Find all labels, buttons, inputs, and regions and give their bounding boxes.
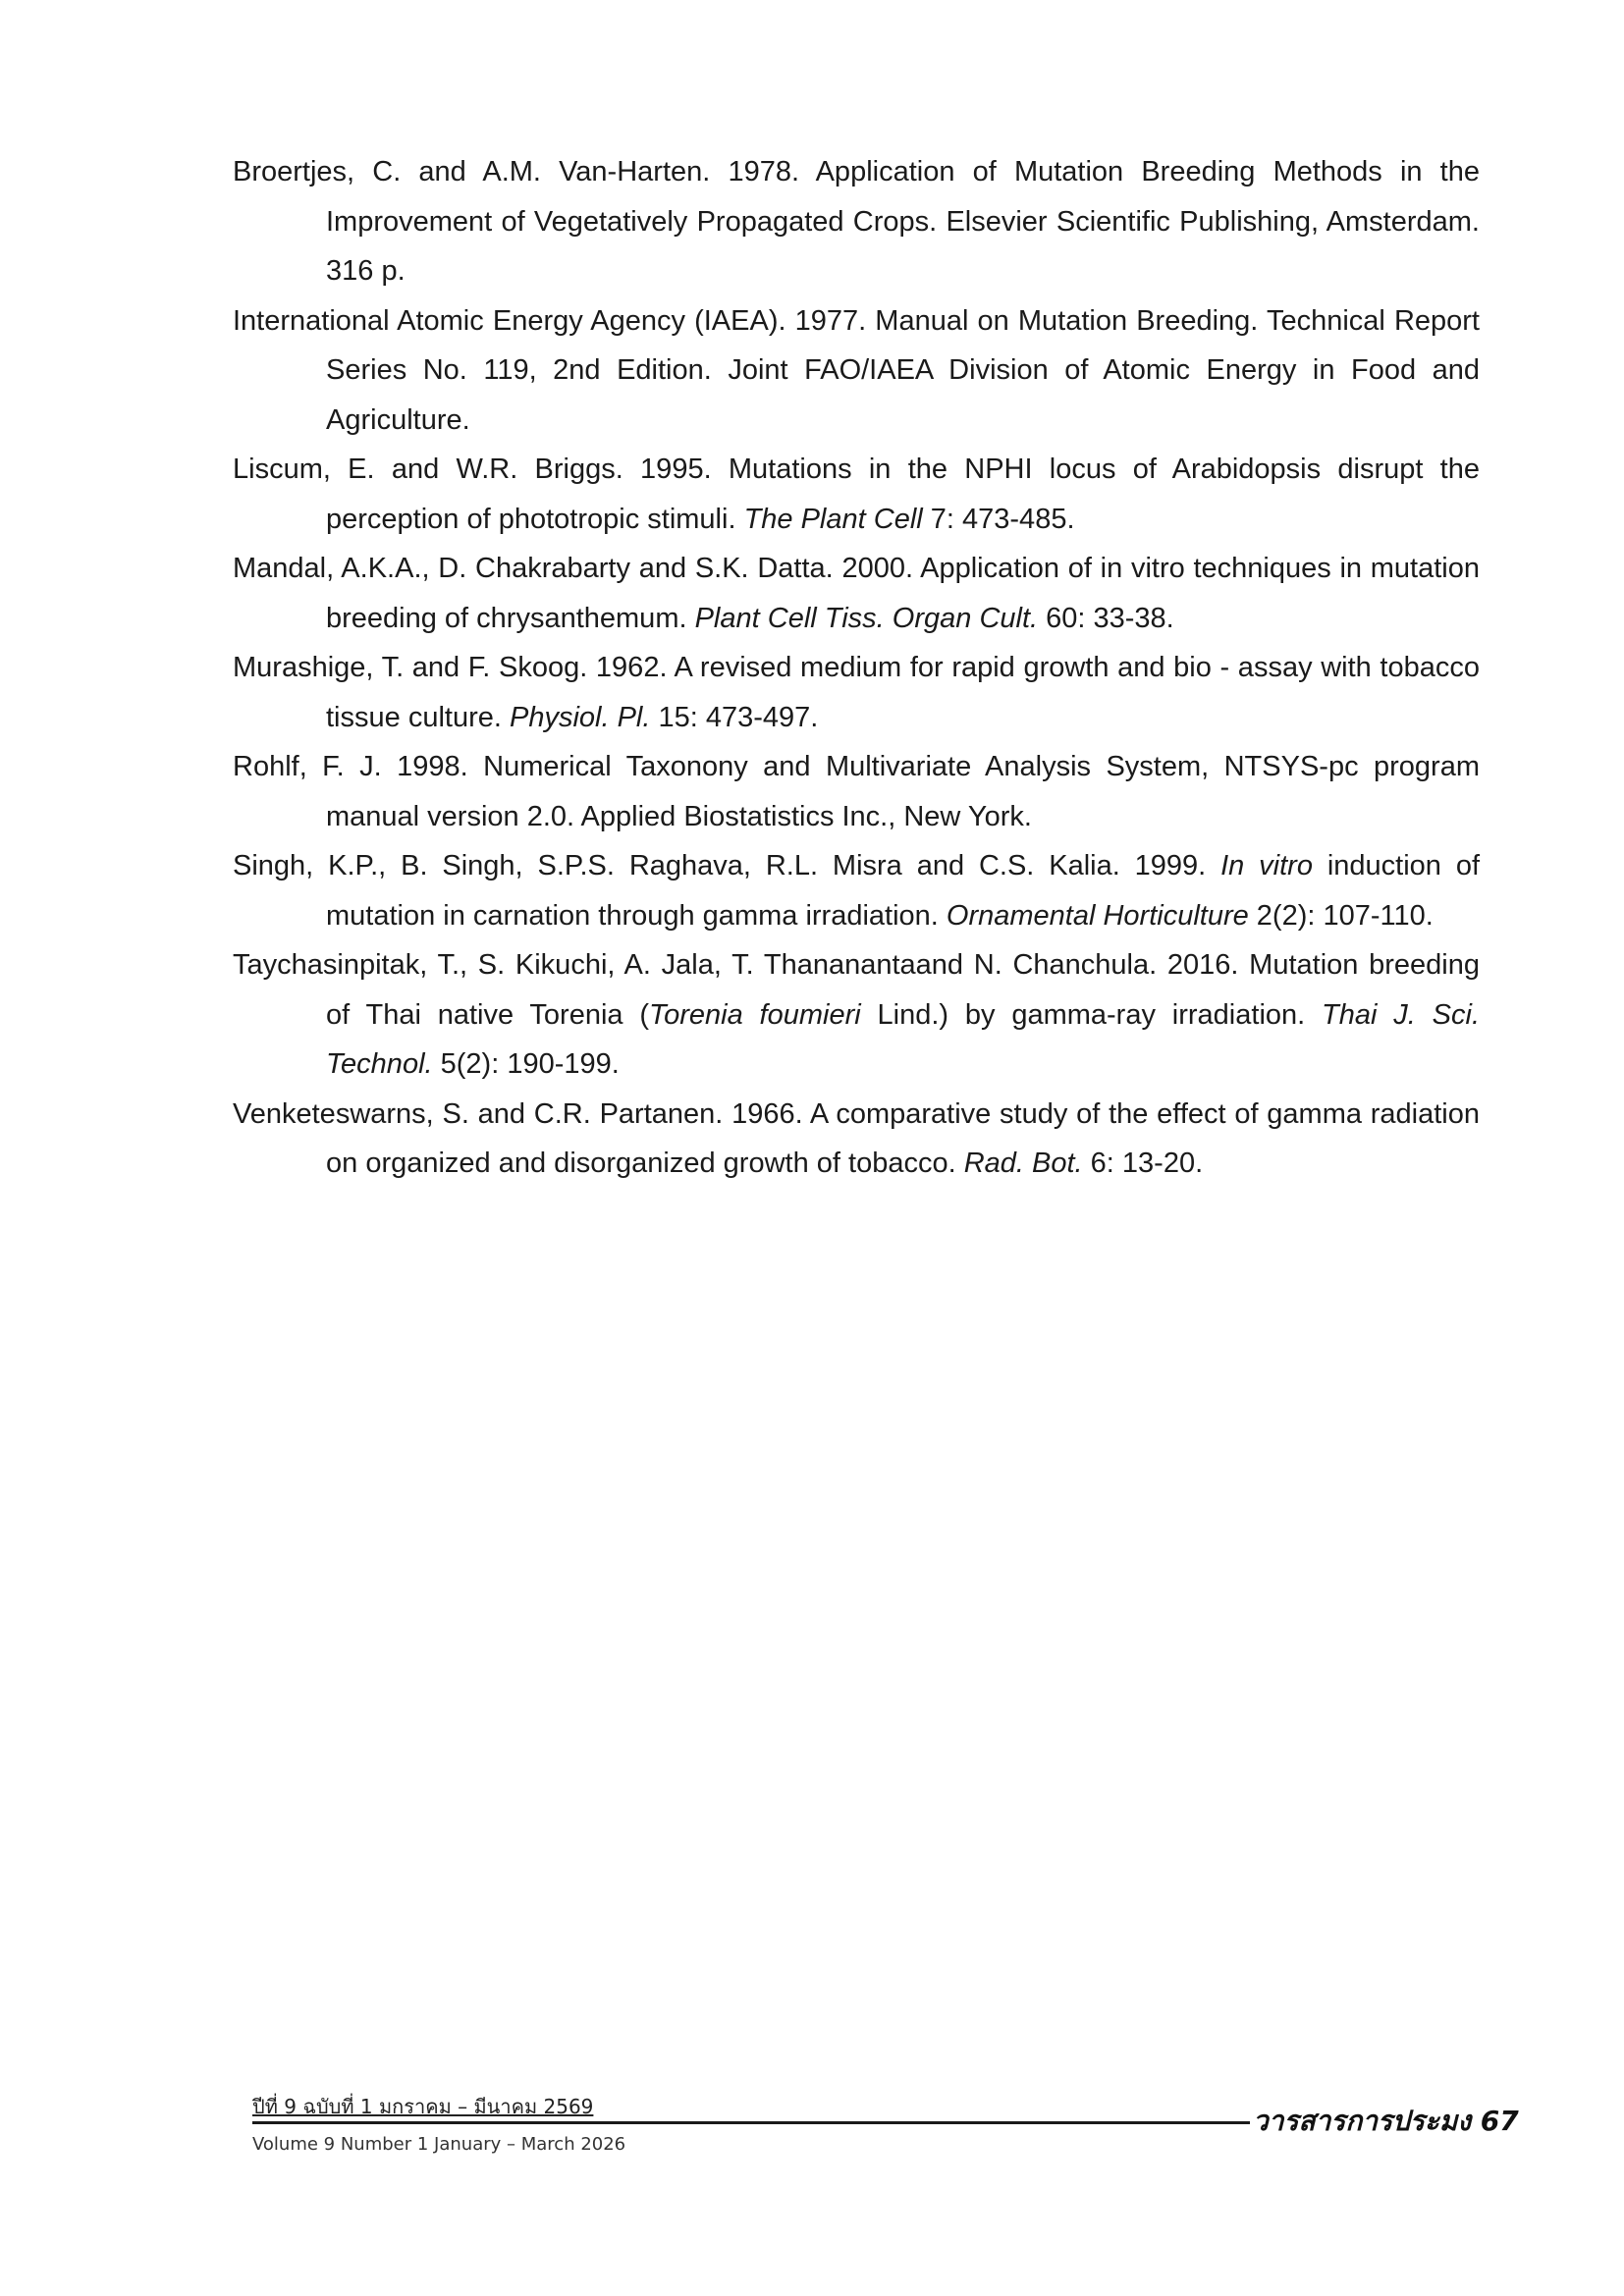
journal-name: วารสารการประมง <box>1253 2105 1472 2137</box>
reference-text: Venketeswarns, S. and C.R. Partanen. 1966. A comparative study of the effect of gamma radiation on organized and disorganized growth of tobacco. <box>233 1097 1480 1179</box>
footer-divider <box>252 2121 1250 2124</box>
reference-item <box>233 296 1480 446</box>
reference-item <box>233 1090 1480 1189</box>
reference-journal: Physiol. Pl. <box>509 701 651 733</box>
reference-journal: Rad. Bot. <box>963 1148 1083 1179</box>
journal-brand <box>1253 2106 1519 2137</box>
footer-issue-thai: ปีที่ 9 ฉบับที่ 1 มกราคม – มีนาคม 2569 <box>252 2095 594 2118</box>
reference-volume: 60: 33-38. <box>1038 602 1174 634</box>
reference-text: Broertjes, C. and A.M. Van-Harten. 1978. Application of Mutation Breeding Methods in the Improvement of Vegetatively Propagated Crops. Elsevier Scientific Publishing, Amsterdam. 316 p. <box>233 156 1480 287</box>
footer-issue-english: Volume 9 Number 1 January – March 2026 <box>252 2134 626 2155</box>
reference-text: Mandal, A.K.A., D. Chakrabarty and S.K. Datta. 2000. Application of in vitro techniques in mutation breeding of chrysanthemum. <box>233 553 1480 634</box>
reference-item <box>233 742 1480 841</box>
reference-text: Liscum, E. and W.R. Briggs. 1995. Mutations in the NPHI locus of Arabidopsis disrupt the perception of phototropic stimuli. <box>233 454 1480 535</box>
reference-item <box>233 841 1480 940</box>
reference-volume: 6: 13-20. <box>1082 1148 1204 1179</box>
reference-list <box>233 147 1480 1189</box>
reference-italic-term: In vitro <box>1220 850 1313 881</box>
reference-item <box>233 544 1480 643</box>
reference-text: Murashige, T. and F. Skoog. 1962. A revised medium for rapid growth and bio - assay with tobacco tissue culture. <box>233 652 1480 733</box>
reference-journal: The Plant Cell <box>743 503 923 535</box>
reference-item <box>233 643 1480 742</box>
page-number: 67 <box>1480 2105 1519 2137</box>
reference-volume: 15: 473-497. <box>650 701 819 733</box>
reference-text: Taychasinpitak, T., S. Kikuchi, A. Jala, T. Thananantaand N. Chanchula. 2016. Mutation breeding of Thai native Torenia ( <box>233 949 1480 1031</box>
reference-item <box>233 147 1480 296</box>
reference-journal: Plant Cell Tiss. Organ Cult. <box>694 602 1039 634</box>
reference-item <box>233 445 1480 544</box>
reference-item <box>233 940 1480 1090</box>
reference-species-name: Torenia foumieri <box>649 998 861 1031</box>
reference-volume: 2(2): 107-110. <box>1248 899 1434 932</box>
reference-text: Rohlf, F. J. 1998. Numerical Taxonony and Multivariate Analysis System, NTSYS-pc program manual version 2.0. Applied Biostatistics Inc., New York. <box>233 751 1480 832</box>
reference-volume: 7: 473-485. <box>922 503 1075 535</box>
reference-text: Lind.) by gamma-ray irradiation. <box>860 998 1323 1031</box>
reference-journal: Ornamental Horticulture <box>946 899 1249 932</box>
reference-text: induction of mutation in carnation through gamma irradiation. <box>326 850 1480 932</box>
reference-volume: 5(2): 190-199. <box>432 1048 620 1080</box>
reference-text: International Atomic Energy Agency (IAEA). 1977. Manual on Mutation Breeding. Technical Report Series No. 119, 2nd Edition. Joint FAO/IAEA Division of Atomic Energy in Food and Agriculture. <box>233 304 1480 436</box>
reference-text: Singh, K.P., B. Singh, S.P.S. Raghava, R.L. Misra and C.S. Kalia. 1999. <box>233 850 1221 881</box>
reference-journal: Thai J. Sci. Technol. <box>326 998 1481 1080</box>
